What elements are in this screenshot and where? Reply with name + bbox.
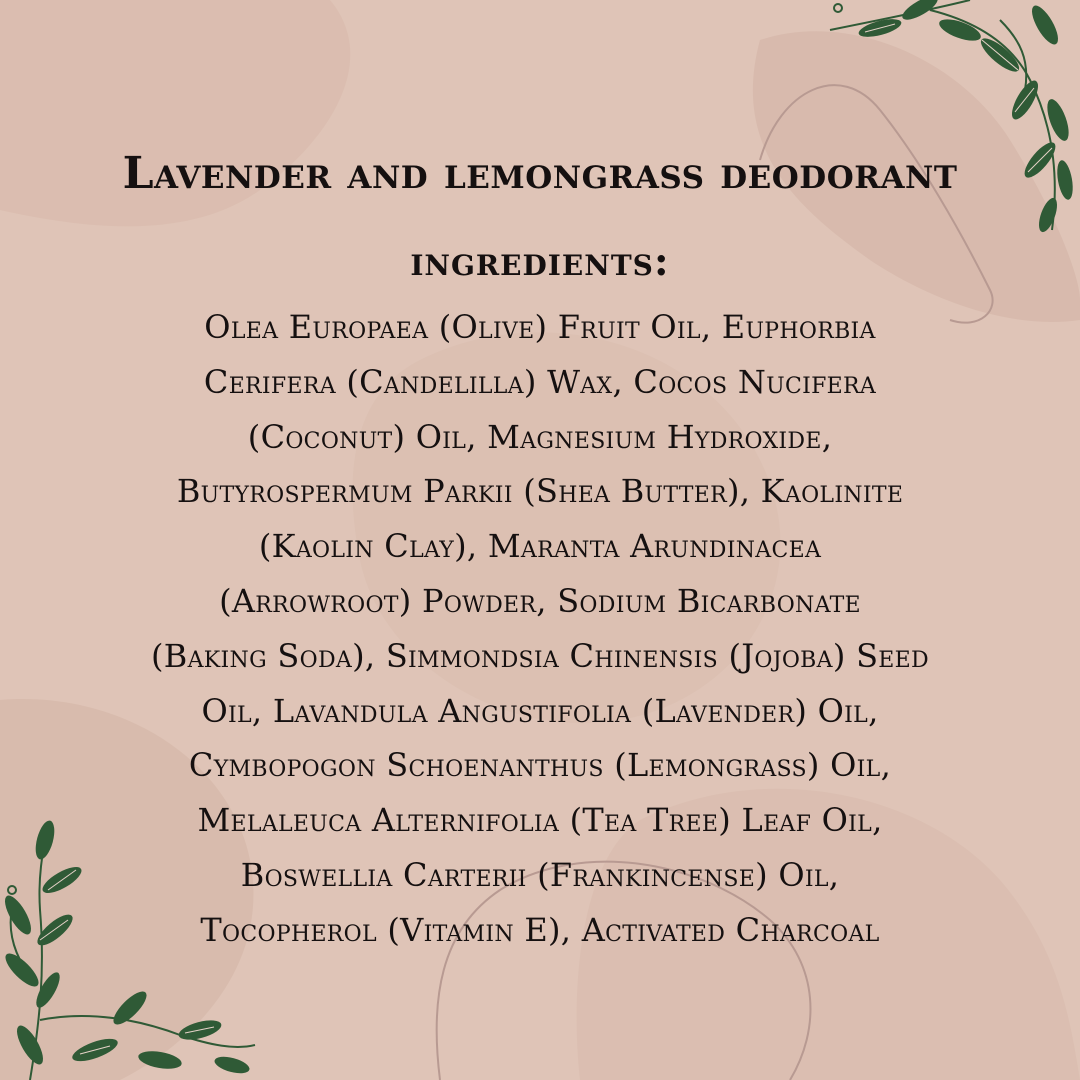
ingredient-line: Cymbopogon Schoenanthus (Lemongrass) Oil,	[188, 746, 892, 785]
ingredient-line: (Coconut) Oil, Magnesium Hydroxide,	[247, 417, 833, 456]
ingredient-line: Melaleuca Alternifolia (Tea Tree) Leaf Oil,	[197, 801, 883, 840]
ingredient-line: Cerifera (Candelilla) Wax, Cocos Nucifera	[203, 362, 877, 401]
ingredient-line: (Kaolin Clay), Maranta Arundinacea	[258, 527, 822, 566]
ingredient-line: (Baking Soda), Simmondsia Chinensis (Jojoba) Seed	[151, 636, 929, 675]
ingredients-heading: ingredients:	[410, 238, 670, 285]
ingredient-line: Butyrospermum Parkii (Shea Butter), Kaolinite	[176, 472, 904, 511]
ingredient-line: Oil, Lavandula Angustifolia (Lavender) Oil,	[201, 691, 879, 730]
ingredient-line: Tocopherol (Vitamin E), Activated Charcoal	[200, 910, 880, 949]
ingredient-line: Boswellia Carterii (Frankincense) Oil,	[240, 855, 840, 894]
leafy-vine-top-right-icon	[820, 0, 1080, 260]
ingredients-list	[80, 300, 1000, 958]
product-title: Lavender and lemongrass deodorant	[122, 148, 958, 199]
ingredient-line: (Arrowroot) Powder, Sodium Bicarbonate	[219, 581, 861, 620]
ingredient-line: Olea Europaea (Olive) Fruit Oil, Euphorbia	[204, 308, 876, 346]
